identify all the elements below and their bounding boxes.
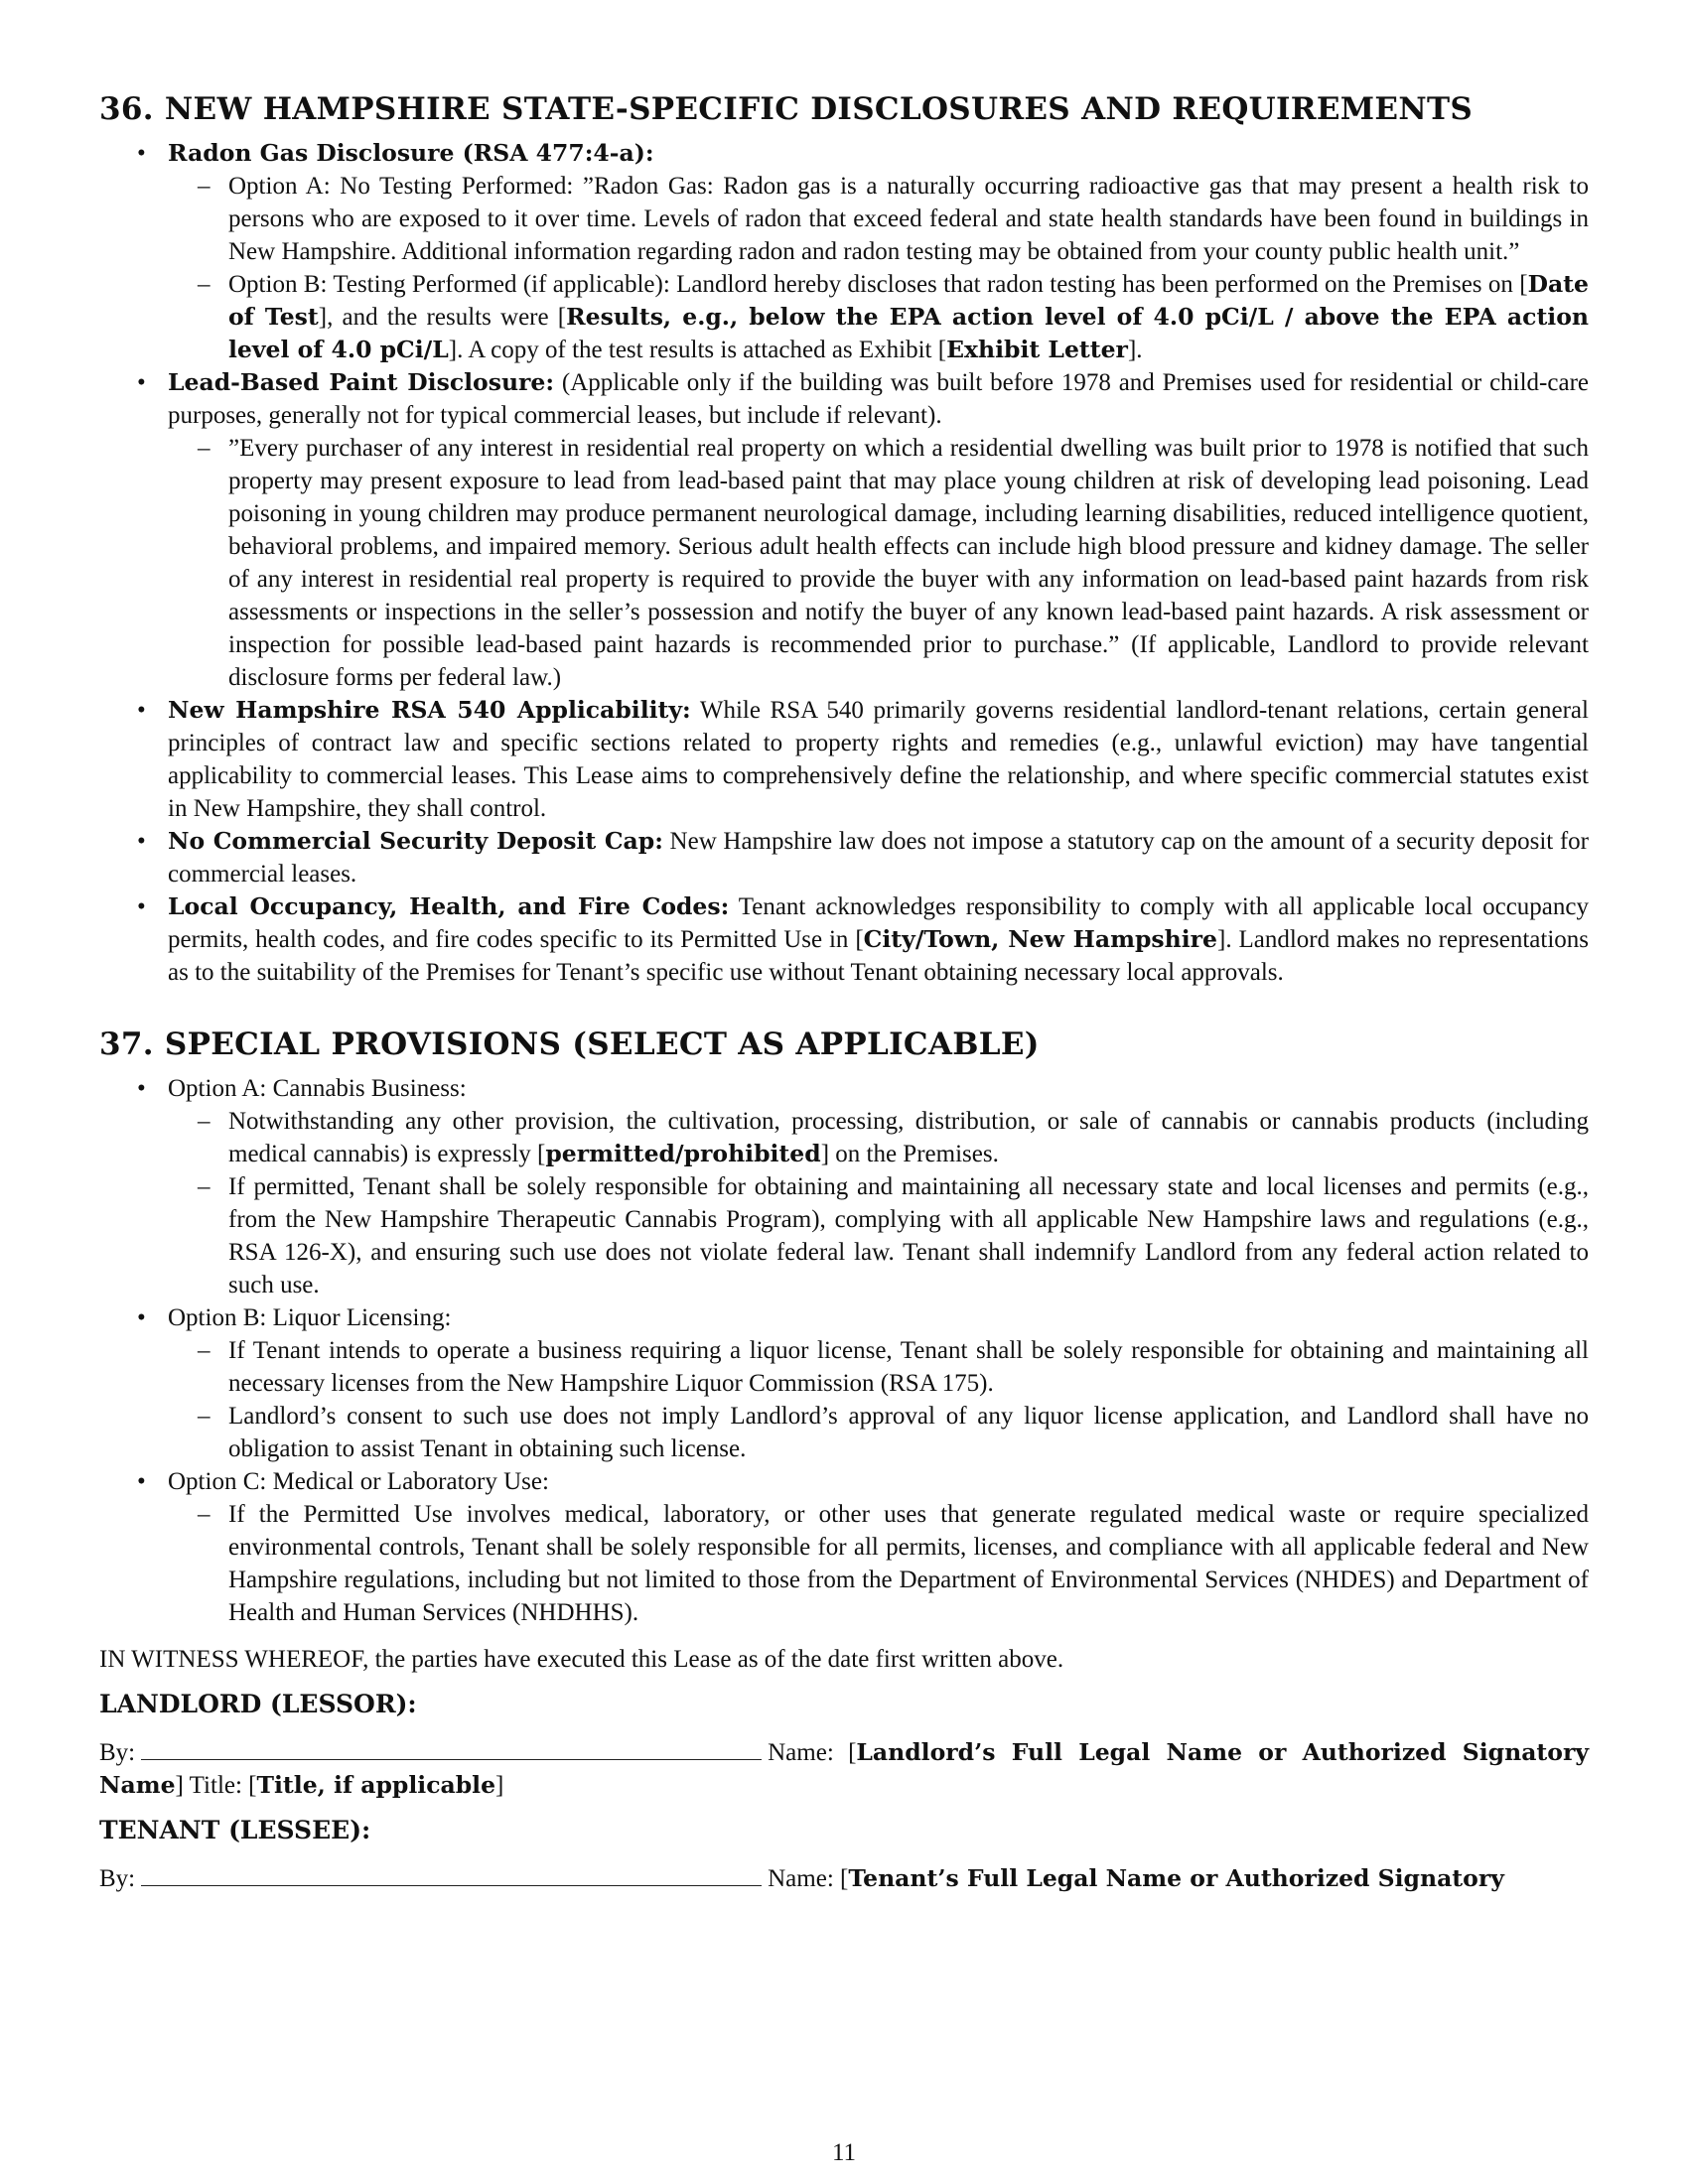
radon-options <box>168 170 1589 366</box>
city-placeholder: City/Town, New Hampshire <box>863 925 1217 953</box>
list-item-option-b <box>99 1301 1589 1465</box>
tenant-signature-block <box>99 1862 1589 1895</box>
list-item-option-c <box>99 1465 1589 1629</box>
deposit-heading: No Commercial Security Deposit Cap: <box>168 827 663 855</box>
document-page <box>99 89 1589 1895</box>
option-b-items <box>168 1334 1589 1465</box>
tenant-signature-line[interactable] <box>141 1863 762 1886</box>
tenant-name-label: Name: [ <box>768 1865 849 1892</box>
lead-statements <box>168 432 1589 694</box>
option-c-item-1: – If the Permitted Use involves medical, laboratory, or other uses that generate regulated medical waste or require specialized environmental controls, Tenant shall be solely responsible for all permits, licenses, and compliance with all applicable federal and New Hampshire regulations, including but not limited to those from the Department of Environmental Services (NHDES) and Department of Health and Human Services (NHDHHS). <box>168 1498 1589 1629</box>
list-item-deposit <box>99 825 1589 890</box>
option-b-label: Option B: Liquor Licensing: <box>168 1304 452 1331</box>
radon-date-placeholder: Date of Test <box>228 270 1589 331</box>
landlord-signature-block <box>99 1736 1589 1802</box>
landlord-name-placeholder: Landlord’s Full Legal Name or Authorized Signatory Name <box>99 1738 1589 1799</box>
landlord-title-close: ] <box>495 1772 504 1799</box>
radon-exhibit-placeholder: Exhibit Letter <box>946 336 1128 363</box>
radon-option-b-text: ]. <box>1127 337 1143 363</box>
landlord-title-placeholder: Title, if applicable <box>256 1771 496 1799</box>
option-b-item-1: – If Tenant intends to operate a business requiring a liquor license, Tenant shall be solely responsible for obtaining and maintaining all necessary licenses from the New Hampshire Liquor Commission (RSA 175). <box>168 1334 1589 1400</box>
section-36-title: 36. NEW HAMPSHIRE STATE-SPECIFIC DISCLOSURES AND REQUIREMENTS <box>99 91 1474 127</box>
lead-statement: – ”Every purchaser of any interest in residential real property on which a residential dwelling was built prior to 1978 is notified that such property may present exposure to lead from lead-based paint that may place young children at risk of developing lead poisoning. Lead poisoning in young children may produce permanent neurological damage, including learning disabilities, reduced intelligence quotient, behavioral problems, and impaired memory. Serious adult health effects can include high blood pressure and kidney damage. The seller of any interest in residential real property is required to provide the buyer with any information on lead-based paint hazards from risk assessments or inspections in the seller’s possession and notify the buyer of any known lead-based paint hazards. A risk assessment or inspection for possible lead-based paint hazards is recommended prior to purchase.” (If applicable, Landlord to provide relevant disclosure forms per federal law.) <box>168 432 1589 694</box>
tenant-name-placeholder: Tenant’s Full Legal Name or Authorized Signatory <box>848 1864 1504 1892</box>
deposit-text: New Hampshire law does not impose a statutory cap on the amount of a security deposit for commercial leases. <box>168 828 1589 887</box>
option-a-item-text: Notwithstanding any other provision, the cultivation, processing, distribution, or sale of cannabis or cannabis products (including medical cannabis) is expressly [ <box>228 1108 1589 1167</box>
tenant-heading: TENANT (LESSEE): <box>99 1816 371 1844</box>
rsa540-text: While RSA 540 primarily governs residential landlord-tenant relations, certain general principles of contract law and specific sections related to property rights and remedies (e.g., unlawful eviction) may have tangential applicability to commercial leases. This Lease aims to comprehensively define the relationship, and where specific commercial statutes exist in New Hampshire, they shall control. <box>168 697 1589 822</box>
list-item-option-a <box>99 1072 1589 1301</box>
witness-clause: IN WITNESS WHEREOF, the parties have executed this Lease as of the date first written above. <box>99 1646 1064 1673</box>
radon-results-placeholder: Results, e.g., below the EPA action level of 4.0 pCi/L / above the EPA action level of 4.0 pCi/L <box>228 303 1589 363</box>
option-a-label: Option A: Cannabis Business: <box>168 1075 467 1102</box>
codes-text: ]. Landlord makes no representations as to the suitability of the Premises for Tenant’s specific use without Tenant obtaining necessary local approvals. <box>168 926 1590 986</box>
permitted-placeholder: permitted/prohibited <box>545 1140 821 1167</box>
codes-text: Tenant acknowledges responsibility to comply with all applicable local occupancy permits, health codes, and fire codes specific to its Permitted Use in [ <box>168 893 1589 953</box>
list-item-lead <box>99 366 1589 694</box>
list-item-rsa540 <box>99 694 1589 825</box>
lead-heading: Lead-Based Paint Disclosure: <box>168 368 555 396</box>
radon-heading: Radon Gas Disclosure (RSA 477:4-a): <box>168 139 654 167</box>
radon-option-b-text: ]. A copy of the test results is attached as Exhibit [ <box>448 337 947 363</box>
lead-intro: (Applicable only if the building was built before 1978 and Premises used for residential or child-care purposes, generally not for typical commercial leases, but include if relevant). <box>168 369 1589 429</box>
landlord-heading: LANDLORD (LESSOR): <box>99 1690 417 1718</box>
option-a-item-2: – If permitted, Tenant shall be solely responsible for obtaining and maintaining all necessary state and local licenses and permits (e.g., from the New Hampshire Therapeutic Cannabis Program), complying with all applicable New Hampshire laws and regulations (e.g., RSA 126-X), and ensuring such use does not violate federal law. Tenant shall indemnify Landlord from any federal action related to such use. <box>168 1170 1589 1301</box>
radon-option-a: – Option A: No Testing Performed: ”Radon Gas: Radon gas is a naturally occurring radioactive gas that may present a health risk to persons who are exposed to it over time. Levels of radon that exceed federal and state health standards have been found in buildings in New Hampshire. Additional information regarding radon and radon testing may be obtained from your county public health unit.” <box>168 170 1589 268</box>
option-a-item-1 <box>168 1105 1589 1170</box>
option-a-items <box>168 1105 1589 1301</box>
section-37-title: 37. SPECIAL PROVISIONS (SELECT AS APPLICABLE) <box>99 1026 1040 1062</box>
radon-option-b-text: Option B: Testing Performed (if applicable): Landlord hereby discloses that radon testing has been performed on the Premises on [ <box>228 271 1528 298</box>
option-c-label: Option C: Medical or Laboratory Use: <box>168 1468 549 1495</box>
codes-heading: Local Occupancy, Health, and Fire Codes: <box>168 892 730 920</box>
list-item-codes <box>99 890 1589 989</box>
landlord-name-label: Name: [ <box>768 1739 857 1766</box>
radon-option-b-text: ], and the results were [ <box>318 304 567 331</box>
landlord-title-label: ] Title: [ <box>175 1772 257 1799</box>
list-item-radon <box>99 137 1589 366</box>
option-a-item-text: ] on the Premises. <box>820 1141 999 1167</box>
radon-option-b <box>168 268 1589 366</box>
page-number: 11 <box>831 2139 857 2166</box>
section-36-list <box>99 137 1589 989</box>
tenant-by-label: By: <box>99 1865 136 1892</box>
option-c-items <box>168 1498 1589 1629</box>
landlord-signature-line[interactable] <box>141 1737 762 1760</box>
rsa540-heading: New Hampshire RSA 540 Applicability: <box>168 696 691 724</box>
section-37-list <box>99 1072 1589 1629</box>
landlord-by-label: By: <box>99 1739 136 1766</box>
option-b-item-2: – Landlord’s consent to such use does not imply Landlord’s approval of any liquor license application, and Landlord shall have no obligation to assist Tenant in obtaining such license. <box>168 1400 1589 1465</box>
